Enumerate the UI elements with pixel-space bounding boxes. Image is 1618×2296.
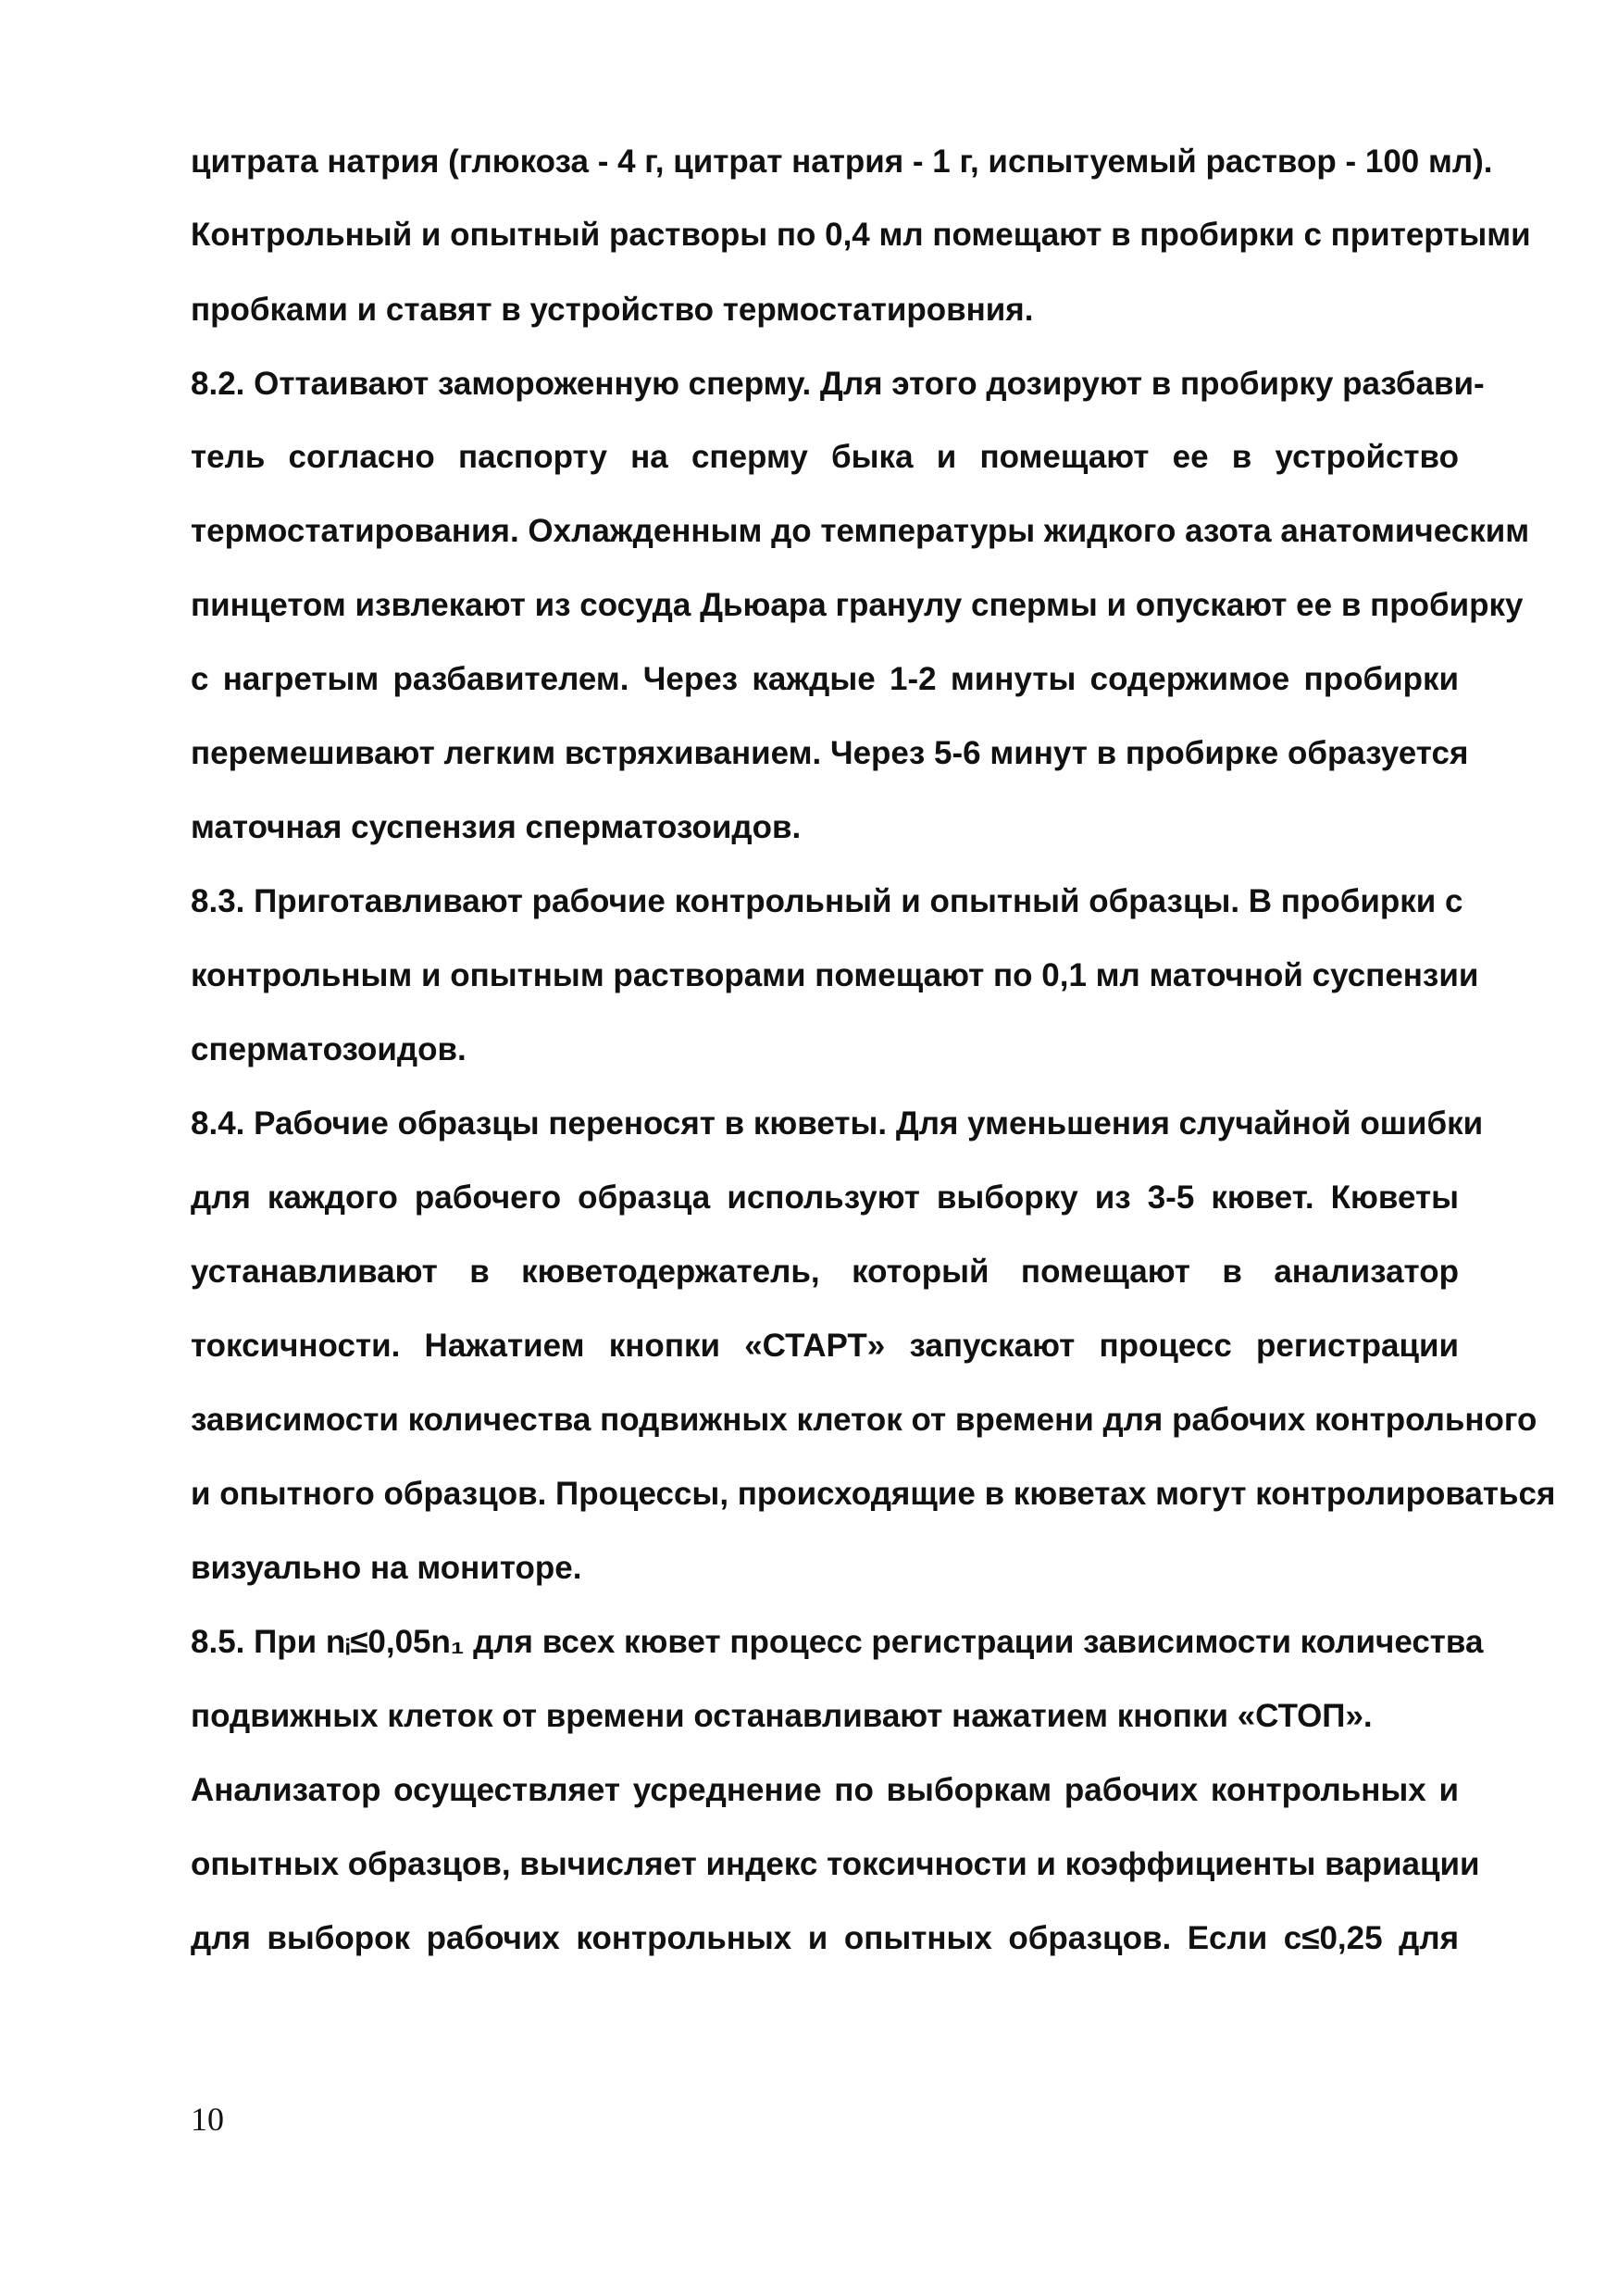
text-line: подвижных клеток от времени останавливают нажатием кнопки «СТОП».: [191, 1698, 1373, 1734]
text-line: 8.4. Рабочие образцы переносят в кюветы. Для уменьшения случайной ошибки: [191, 1105, 1484, 1142]
text-line: сперматозоидов.: [191, 1031, 467, 1067]
text-line: тель согласно паспорту на сперму быка и помещают ее в устройство: [191, 439, 1459, 475]
text-line: маточная суспензия сперматозоидов.: [191, 809, 802, 845]
text-line: 8.3. Приготавливают рабочие контрольный и опытный образцы. В пробирки с: [191, 883, 1463, 919]
text-line: опытных образцов, вычисляет индекс токсичности и коэффициенты вариации: [191, 1846, 1480, 1882]
text-line: 8.5. При nᵢ≤0,05n₁ для всех кювет процесс регистрации зависимости количества: [191, 1624, 1484, 1660]
text-line: пинцетом извлекают из сосуда Дьюара гранулу спермы и опускают ее в пробирку: [191, 587, 1524, 623]
text-line: Анализатор осуществляет усреднение по выборкам рабочих контрольных и: [191, 1772, 1459, 1808]
text-line: пробками и ставят в устройство термостатировния.: [191, 292, 1034, 328]
text-line: контрольным и опытным растворами помещают по 0,1 мл маточной суспензии: [191, 957, 1479, 993]
text-line: термостатирования. Охлажденным до температуры жидкого азота анатомическим: [191, 513, 1530, 549]
text-line: устанавливают в кюветодержатель, который помещают в анализатор: [191, 1254, 1459, 1290]
text-line: визуально на мониторе.: [191, 1550, 582, 1586]
text-line: зависимости количества подвижных клеток от времени для рабочих контрольного: [191, 1402, 1537, 1438]
text-line: 8.2. Оттаивают замороженную сперму. Для этого дозируют в пробирку разбави-: [191, 366, 1485, 402]
text-line: для каждого рабочего образца используют выборку из 3-5 кювет. Кюветы: [191, 1179, 1459, 1216]
text-line: токсичности. Нажатием кнопки «СТАРТ» запускают процесс регистрации: [191, 1328, 1459, 1364]
text-line: с нагретым разбавителем. Через каждые 1-2 минуты содержимое пробирки: [191, 661, 1459, 697]
text-line: Контрольный и опытный растворы по 0,4 мл помещают в пробирки с притертыми: [191, 217, 1531, 253]
text-line: цитрата натрия (глюкоза - 4 г, цитрат натрия - 1 г, испытуемый раствор - 100 мл).: [191, 144, 1493, 180]
text-line: перемешивают легким встряхиванием. Через 5-6 минут в пробирке образуется: [191, 735, 1469, 771]
page-number: 10: [191, 2101, 224, 2138]
text-line: и опытного образцов. Процессы, происходящие в кюветах могут контролироваться: [191, 1476, 1556, 1512]
text-line: для выборок рабочих контрольных и опытных образцов. Если c≤0,25 для: [191, 1920, 1459, 1956]
